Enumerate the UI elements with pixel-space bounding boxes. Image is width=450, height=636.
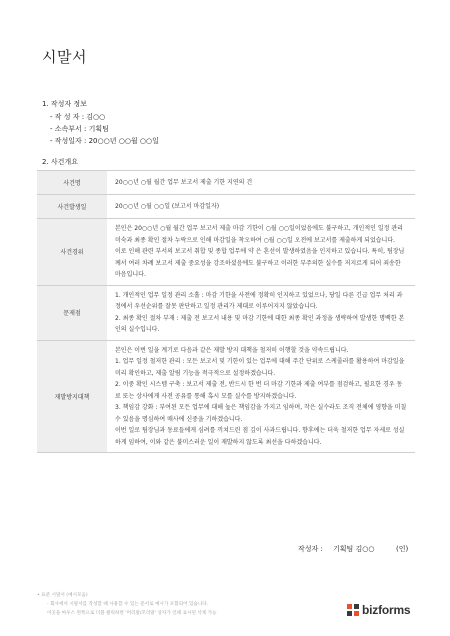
note-line: 이곳을 마우스 왼쪽으로 더블 클릭하면 '머리말/꼬리말' 상자가 인쇄 표시된 삭제 가능 — [47, 611, 217, 616]
row-label: 사건발생일 — [37, 195, 107, 219]
row-value — [107, 195, 415, 219]
logo-text: bizforms — [362, 603, 411, 617]
row-label: 사건명 — [37, 171, 107, 195]
row-value — [107, 285, 415, 340]
document-title: 시말서 — [42, 48, 87, 66]
footer-notes — [37, 591, 217, 618]
author-info — [50, 111, 159, 147]
table-row-problems — [37, 285, 415, 340]
row-paragraph: 1. 개인적인 업무 일정 관리 소홀 : 마감 기한을 사전에 정확히 인지하고 있었으나, 당일 다른 긴급 업무 처리 과정에서 우선순위를 잘못 판단하고 일정 관리가 제대로 이루어지지 않았습니다. — [115, 291, 403, 310]
date-line: - 작성일자 : 20○○년 ○○월 ○○일 — [50, 137, 159, 145]
note-title: • 표준 시말서 (예시모음) — [37, 593, 88, 598]
seal-mark: (인) — [396, 545, 409, 553]
row-value — [107, 171, 415, 195]
row-paragraph: 본인은 20○○년 ○월 월간 업무 보고서 제출 마감 기한이 ○월 ○○일이었음에도 불구하고, 개인적인 일정 관리 미숙과 최종 확인 절차 누락으로 인해 마감일을 착오하여 ○월 ○○일 오전에 보고서를 제출하게 되었습니다. — [115, 225, 403, 244]
row-paragraph: 20○○년 ○월 ○○일 (보고서 마감일자) — [115, 202, 220, 210]
row-paragraph: 2. 최종 확인 절차 부재 : 제출 전 보고서 내용 및 마감 기한에 대한 최종 확인 과정을 생략하여 발생한 명백한 본인의 실수입니다. — [115, 314, 405, 333]
row-paragraph: 본인은 이번 일을 계기로 다음과 같은 재발 방지 대책을 철저히 이행할 것을 약속드립니다. — [115, 346, 349, 354]
section-2-heading: 2. 사건개요 — [42, 158, 78, 166]
table-row-incident-name — [37, 171, 415, 195]
row-paragraph: 1. 업무 일정 철저한 관리 : 모든 보고서 및 기한이 있는 업무에 대해 주간 단위로 스케줄러를 활용하여 마감일을 미리 확인하고, 제출 알림 기능을 적극적으로 설정하겠습니다. — [115, 358, 405, 377]
signature-name: 기획팀 김○○ — [333, 545, 375, 553]
table-row-prevention — [37, 340, 415, 453]
row-label: 문제점 — [37, 285, 107, 340]
row-paragraph: 20○○년 ○월 월간 업무 보고서 제출 기한 지연의 건 — [115, 178, 253, 186]
department-line: - 소속부서 : 기획팀 — [50, 125, 109, 133]
bizforms-logo — [346, 601, 410, 619]
row-paragraph: 이번 일로 팀장님과 동료들에게 심려를 끼쳐드린 점 깊이 사과드립니다. 향후에는 더욱 철저한 업무 자세로 성실하게 임하여, 이와 같은 불미스러운 일이 재발하지 않도록 최선을 다하겠습니다. — [115, 427, 405, 446]
note-line: - 회사에서 시말서를 작성할 때 사용할 수 있는 문서로 예시가 포함되어 있습니다. — [47, 602, 209, 607]
bizforms-logo-icon — [346, 603, 360, 617]
signature-label: 작성자 : — [298, 545, 323, 553]
row-paragraph: 3. 책임감 강화 : 부여된 모든 업무에 대해 높은 책임감을 가지고 임하며, 작은 실수라도 조직 전체에 영향을 미칠 수 있음을 명심하여 매사에 신중을 기하겠습니다. — [115, 404, 407, 423]
row-paragraph: 이로 인해 관련 부서의 보고서 취합 및 종합 업무에 약 은 혼선이 발생하였음을 인지하고 있습니다. 특히, 팀장님께서 여러 차례 보고서 제출 중요성을 강조하셨음에도 불구하고 이러한 부주의한 실수를 저지르게 되어 죄송한 마음입니다. — [115, 248, 405, 278]
row-label: 사건경위 — [37, 219, 107, 286]
author-line: - 작 성 자 : 김○○ — [50, 113, 106, 121]
row-label: 재발방지대책 — [37, 340, 107, 453]
row-value — [107, 340, 415, 453]
section-1-heading: 1. 작성자 정보 — [42, 100, 87, 108]
row-paragraph: 2. 이중 확인 시스템 구축 : 보고서 제출 전, 반드시 한 번 더 마감 기한과 제출 여부를 점검하고, 필요한 경우 동료 또는 상사에게 사전 공유를 통해 혹시 모를 실수를 방지하겠습니다. — [115, 381, 403, 400]
table-row-incident-details — [37, 219, 415, 286]
table-row-incident-date — [37, 195, 415, 219]
row-value — [107, 219, 415, 286]
incident-table — [37, 170, 415, 453]
